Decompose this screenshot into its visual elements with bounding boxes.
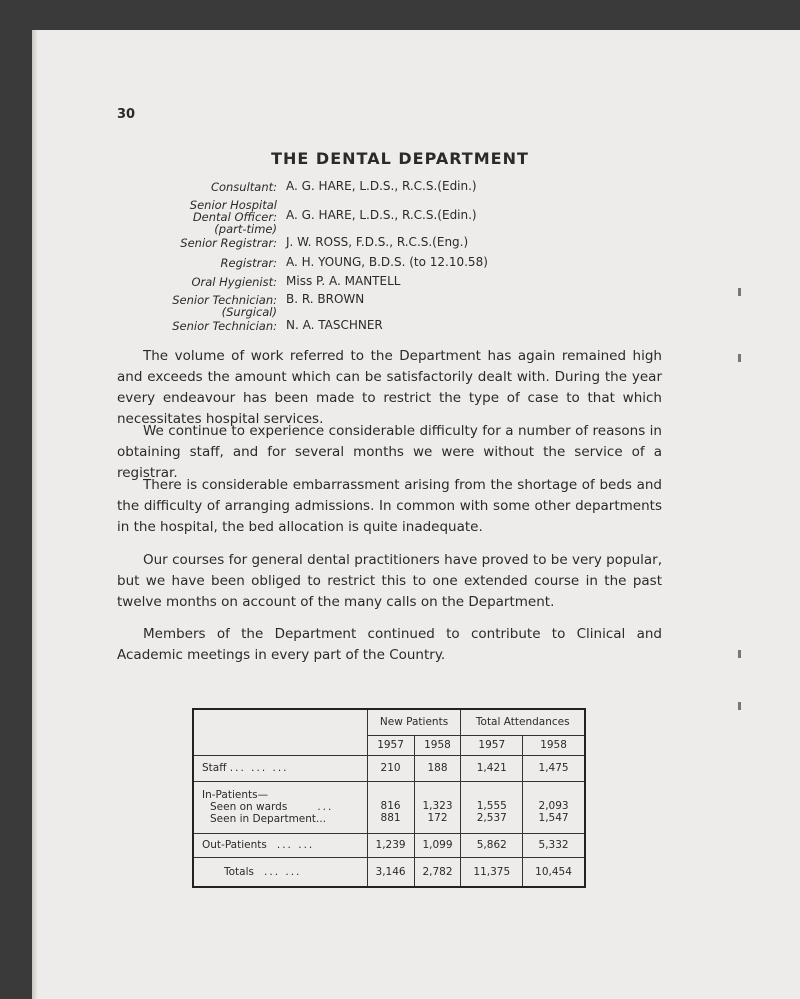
header-new-patients: New Patients [367,709,461,735]
page-number: 30 [117,107,136,122]
year-header: 1957 [367,735,414,755]
staff-role-registrar: Registrar: [220,256,277,270]
staff-name-registrar: A. H. YOUNG, B.D.S. (to 12.10.58) [286,255,488,269]
paragraph-staffing: We continue to experience considerable difficulty for a number of reasons in obtaining staff, and for several months we were without the service of a registrar. [117,423,662,481]
staff-role-oral-hygienist: Oral Hygienist: [191,275,277,289]
staff-role-senior-technician: Senior Technician: [172,319,277,333]
margin-mark [738,650,741,658]
in-patients-heading: In-Patients— [202,789,269,801]
staff-name-senior-technician: N. A. TASCHNER [286,318,383,332]
table-cell: 188 [414,755,461,781]
row-label-totals: Totals ... ... [193,857,367,887]
row-label-seen-in-department: Seen in Department... [210,813,327,825]
margin-mark [738,354,741,362]
paragraph-volume: The volume of work referred to the Department has again remained high and exceeds the amount which can be satisfactorily dealt with. During the year every endeavour has been made to restrict the type of case to that which necessitates hospital services. [117,348,662,427]
table-row [193,833,585,857]
table-cell: 5,332 [523,833,585,857]
row-label-seen-on-wards: Seen on wards ... [210,801,334,813]
table-row [193,755,585,781]
staff-name-sho: A. G. HARE, L.D.S., R.C.S.(Edin.) [286,208,477,222]
table-cell: 1,421 [461,755,523,781]
table-cell: 1,099 [414,833,461,857]
table-cell: 210 [367,755,414,781]
staff-role-senior-registrar: Senior Registrar: [180,236,277,250]
staff-role-consultant: Consultant: [210,180,277,194]
year-header: 1958 [523,735,585,755]
table-cell: 1,555 2,537 [461,781,523,833]
attendance-table [192,708,586,888]
margin-mark [738,702,741,710]
staff-role-technician-surgical-line1: Senior Technician: [172,293,277,307]
year-header: 1958 [414,735,461,755]
staff-list [0,0,800,333]
table-cell: 1,323 172 [414,781,461,833]
table-cell: 816 881 [367,781,414,833]
staff-name-oral-hygienist: Miss P. A. MANTELL [286,274,401,288]
table-cell: 10,454 [523,857,585,887]
staff-name-consultant: A. G. HARE, L.D.S., R.C.S.(Edin.) [286,179,477,193]
header-total-attendances: Total Attendances [461,709,585,735]
paragraph-meetings: Members of the Department continued to contribute to Clinical and Academic meetings in every part of the Country. [117,626,662,663]
row-label-out-patients: Out-Patients ... ... [193,833,367,857]
table-corner-cell [193,709,367,755]
staff-role-sho-line1: Senior Hospital [189,198,277,212]
staff-role-sho-line2: Dental Officer: [192,210,277,224]
table-cell: 5,862 [461,833,523,857]
table-cell: 1,475 [523,755,585,781]
year-header: 1957 [461,735,523,755]
row-label-in-patients [193,781,367,833]
table-cell: 2,093 1,547 [523,781,585,833]
table-cell: 1,239 [367,833,414,857]
paragraph-courses: Our courses for general dental practitioners have proved to be very popular, but we have been obliged to restrict this to one extended course in the past twelve months on account of the many calls on the Department. [117,552,662,610]
staff-role-sho-line3: (part-time) [214,222,277,236]
table-cell: 11,375 [461,857,523,887]
staff-role-technician-surgical-line2: (Surgical) [221,305,277,319]
table-row [193,781,585,833]
table-row [193,857,585,887]
page-title: THE DENTAL DEPARTMENT [271,149,529,168]
staff-name-senior-registrar: J. W. ROSS, F.D.S., R.C.S.(Eng.) [286,235,469,249]
margin-mark [738,288,741,296]
table-cell: 2,782 [414,857,461,887]
paragraph-beds: There is considerable embarrassment arising from the shortage of beds and the difficulty of arranging admissions. In common with some other departments in the hospital, the bed allocation is quite inadequate. [117,477,662,535]
row-label-staff: Staff ... ... ... [193,755,367,781]
table-cell: 3,146 [367,857,414,887]
table-header-row [193,709,585,735]
staff-name-technician-surgical: B. R. BROWN [286,292,365,306]
